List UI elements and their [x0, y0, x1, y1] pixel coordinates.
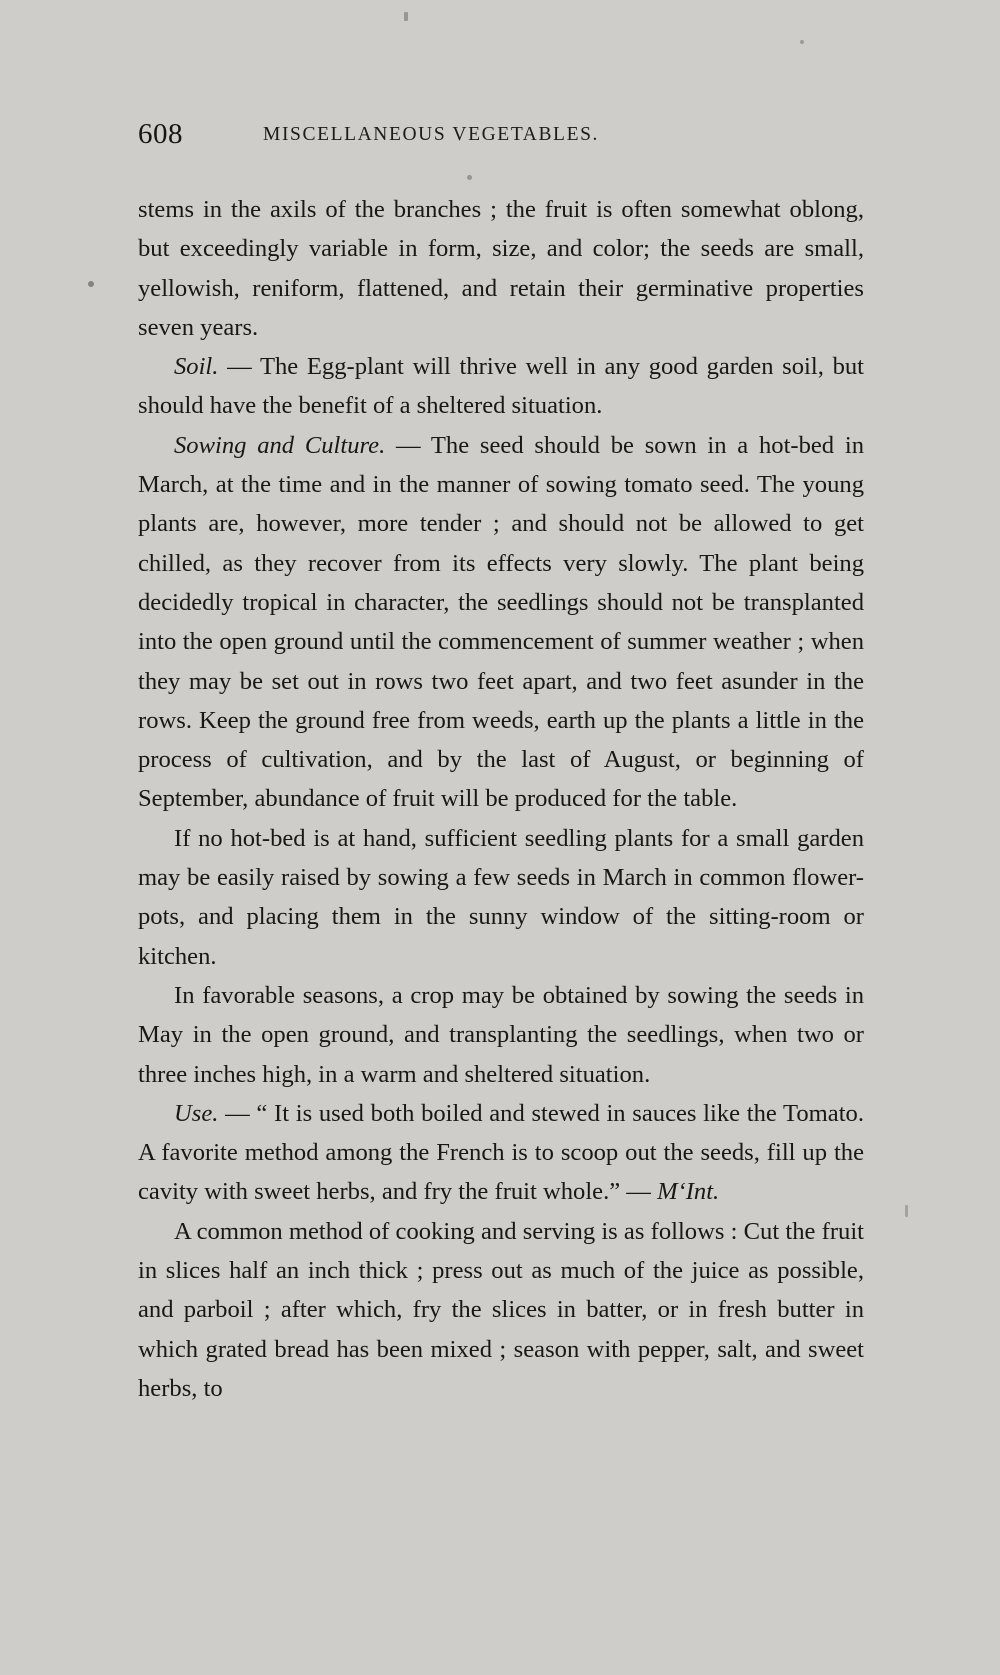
page-number: 608	[138, 118, 183, 150]
paragraph-text: — The seed should be sown in a hot-bed in March, at the time and in the manner of sowing tomato seed. The young plants are, however, more tender ; and should not be allowed to get chilled, as they recover from its effects very slowly. The plant being decidedly tropical in character, the seedlings should not be transplanted into the open ground until the commencement of summer weather ; when they may be set out in rows two feet apart, and two feet asunder in the rows. Keep the ground free from weeds, earth up the plants a little in the process of cultivation, and by the last of August, or beginning of September, abundance of fruit will be produced for the table.	[138, 431, 864, 813]
paragraph-text: stems in the axils of the branches ; the fruit is often somewhat oblong, but exceedingly variable in form, size, and color; the seeds are small, yellowish, reniform, flattened, and retain their germinative properties seven years.	[138, 196, 864, 341]
paragraph	[138, 976, 864, 1094]
paragraph	[138, 1094, 864, 1212]
page-speck-margin	[88, 281, 94, 287]
paragraph-lead-in: Sowing and Culture.	[174, 431, 386, 459]
page-header	[138, 118, 862, 152]
paragraph-citation: M‘Int.	[657, 1178, 720, 1206]
page-speck-top-right	[800, 40, 804, 44]
page-body	[138, 190, 864, 1408]
page-speck-right	[905, 1205, 908, 1217]
page-speck-top	[404, 12, 408, 21]
paragraph-lead-in: Use.	[174, 1099, 219, 1127]
page-speck-upper	[467, 175, 472, 180]
paragraph	[138, 347, 864, 426]
paragraph-text: — The Egg-plant will thrive well in any good garden soil, but should have the benefit of a sheltered situation.	[138, 353, 864, 420]
paragraph	[138, 426, 864, 819]
paragraph	[138, 819, 864, 976]
paragraph-lead-in: Soil.	[174, 353, 219, 381]
paragraph	[138, 1212, 864, 1408]
paragraph-text: If no hot-bed is at hand, sufficient seedling plants for a small garden may be easily raised by sowing a few seeds in March in common flower-pots, and placing them in the sunny window of the sitting-room or kitchen.	[138, 824, 864, 970]
paragraph	[138, 190, 864, 347]
paragraph-text: — “ It is used both boiled and stewed in sauces like the Tomato. A favorite method among the French is to scoop out the seeds, fill up the cavity with sweet herbs, and fry the fruit whole.” —	[138, 1099, 864, 1206]
running-head: MISCELLANEOUS VEGETABLES.	[263, 124, 599, 145]
paragraph-text: A common method of cooking and serving is as follows : Cut the fruit in slices half an inch thick ; press out as much of the juice as possible, and parboil ; after which, fry the slices in batter, or in fresh butter in which grated bread has been mixed ; season with pepper, salt, and sweet herbs, to	[138, 1217, 864, 1402]
paragraph-text: In favorable seasons, a crop may be obtained by sowing the seeds in May in the open ground, and transplanting the seedlings, when two or three inches high, in a warm and sheltered situation.	[138, 981, 864, 1088]
